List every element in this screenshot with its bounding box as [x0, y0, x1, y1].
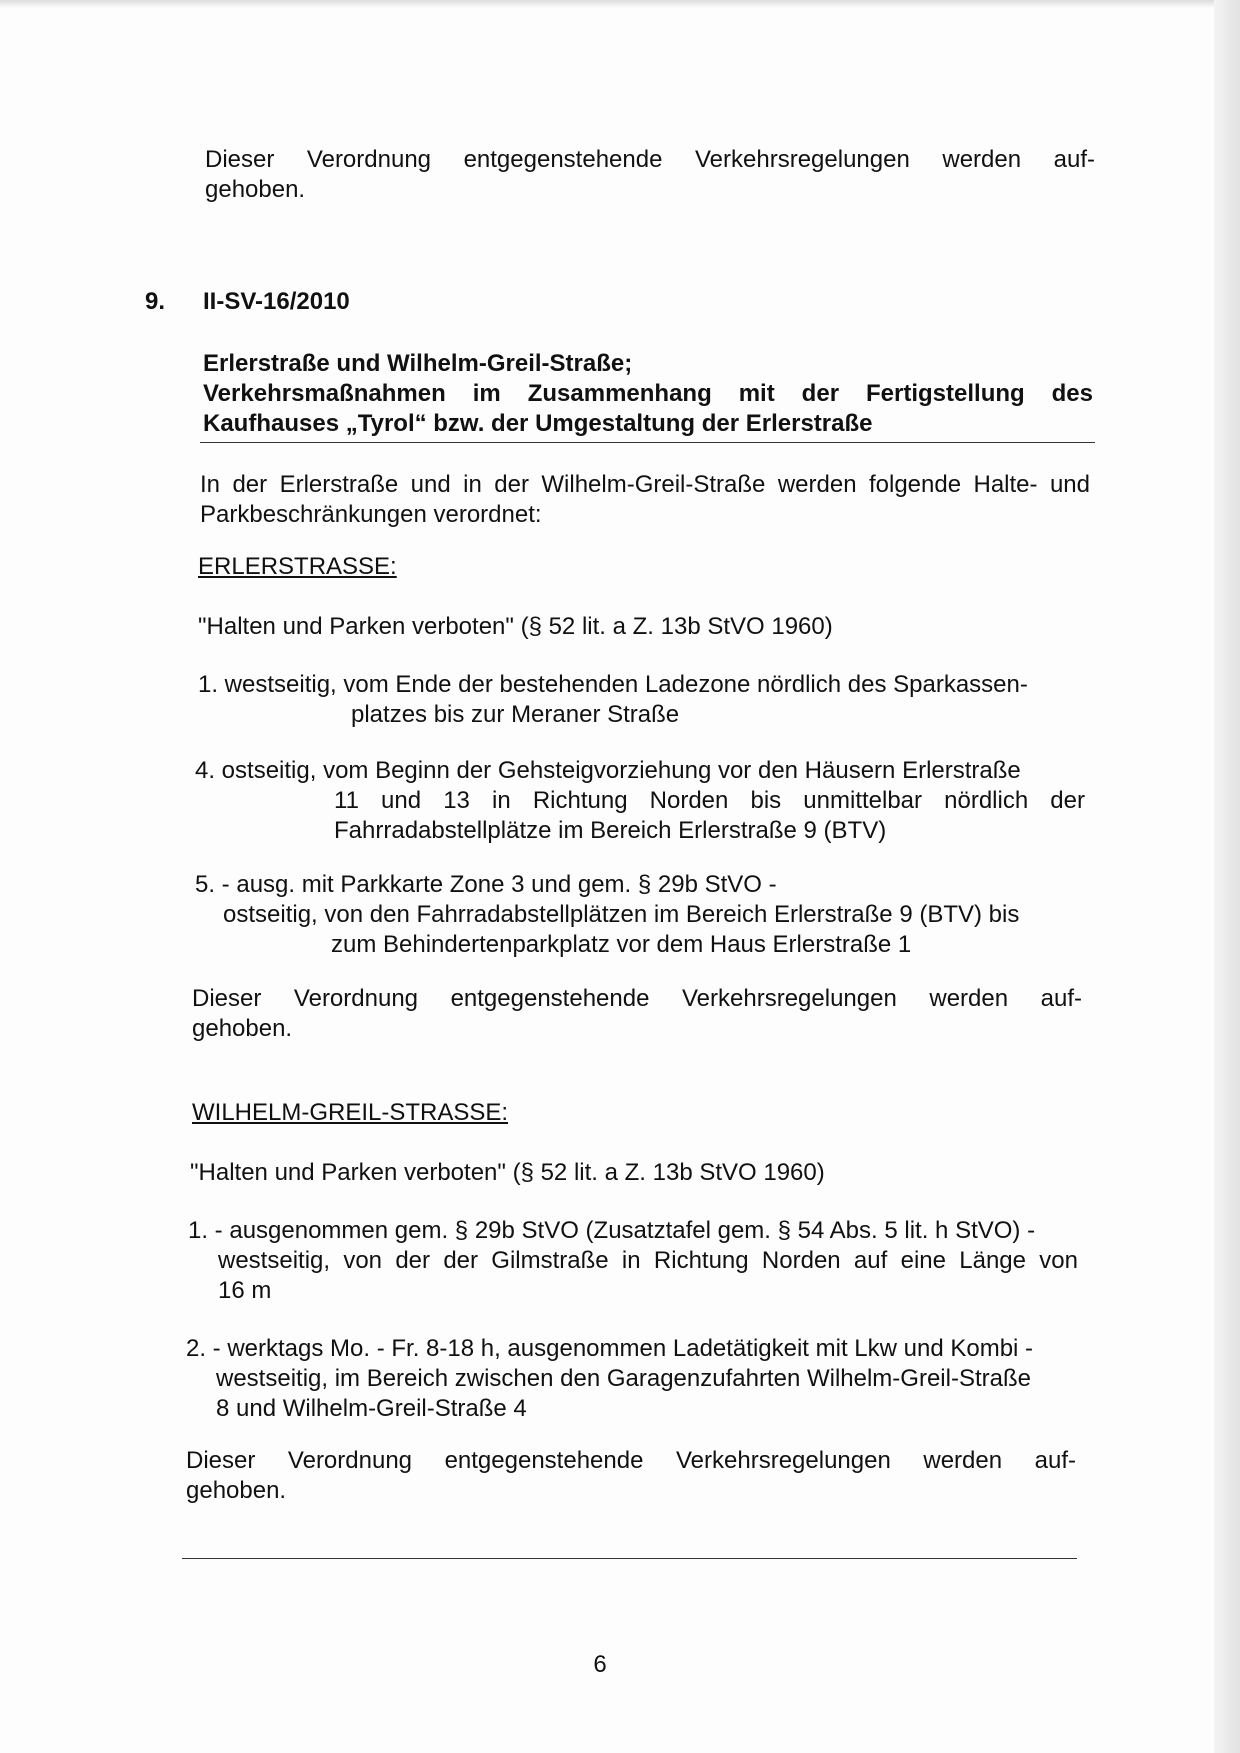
greil-point-1-line-3: 16 m — [218, 1277, 272, 1304]
heading-line-3: Kaufhauses „Tyrol“ bzw. der Umgestaltung der Erlerstraße — [203, 410, 873, 437]
heading-line-1: Erlerstraße und Wilhelm-Greil-Straße; — [203, 350, 633, 377]
closing-rule — [182, 1558, 1077, 1559]
erler-point-4-line-1: 4. ostseitig, vom Beginn der Gehsteigvorziehung vor den Häusern Erlerstraße — [195, 757, 1021, 784]
heading-underline — [200, 442, 1095, 443]
case-id: II-SV-16/2010 — [203, 288, 350, 315]
greil-point-2 — [186, 1334, 1076, 1424]
scan-edge-top — [0, 0, 1240, 8]
erler-repeal-paragraph — [192, 984, 1082, 1044]
intro-repeal-line-2: gehoben. — [205, 176, 306, 203]
intro-paragraph — [200, 470, 1090, 530]
greil-repeal-line-2: gehoben. — [186, 1477, 287, 1504]
greil-rule-text: "Halten und Parken verboten" (§ 52 lit. a Z. 13b StVO 1960) — [190, 1159, 825, 1186]
item-number: 9. — [145, 288, 166, 315]
greil-repeal-line-1: Dieser Verordnung entgegenstehende Verkehrsregelungen werden auf- — [186, 1447, 1076, 1474]
greil-repeal-paragraph — [186, 1446, 1076, 1506]
intro-line-2: Parkbeschränkungen verordnet: — [200, 501, 542, 528]
erler-point-1-line-2: platzes bis zur Meraner Straße — [351, 701, 680, 728]
erler-point-5 — [195, 870, 1085, 960]
erler-point-5-line-3: zum Behindertenparkplatz vor dem Haus Erlerstraße 1 — [331, 931, 912, 958]
page-number: 6 — [593, 1651, 607, 1678]
erler-point-4-line-2: 11 und 13 in Richtung Norden bis unmittelbar nördlich der — [334, 787, 1085, 814]
intro-repeal-line-1: Dieser Verordnung entgegenstehende Verkehrsregelungen werden auf- — [205, 146, 1095, 173]
greil-point-1-line-1: 1. - ausgenommen gem. § 29b StVO (Zusatztafel gem. § 54 Abs. 5 lit. h StVO) - — [188, 1217, 1036, 1244]
erler-point-5-line-2: ostseitig, von den Fahrradabstellplätzen im Bereich Erlerstraße 9 (BTV) bis — [223, 901, 1020, 928]
erler-point-1-line-1: 1. westseitig, vom Ende der bestehenden Ladezone nördlich des Sparkassen- — [198, 671, 1028, 698]
erler-repeal-line-1: Dieser Verordnung entgegenstehende Verkehrsregelungen werden auf- — [192, 985, 1082, 1012]
erler-section-title: ERLERSTRASSE: — [198, 553, 397, 580]
greil-point-2-line-3: 8 und Wilhelm-Greil-Straße 4 — [216, 1395, 527, 1422]
scan-edge-right — [1214, 0, 1240, 1753]
erler-point-4-line-3: Fahrradabstellplätze im Bereich Erlerstraße 9 (BTV) — [334, 817, 887, 844]
greil-point-2-line-1: 2. - werktags Mo. - Fr. 8-18 h, ausgenommen Ladetätigkeit mit Lkw und Kombi - — [186, 1335, 1034, 1362]
intro-line-1: In der Erlerstraße und in der Wilhelm-Greil-Straße werden folgende Halte- und — [200, 471, 1090, 498]
erler-rule-text: "Halten und Parken verboten" (§ 52 lit. a Z. 13b StVO 1960) — [198, 613, 833, 640]
item-heading — [203, 349, 1093, 439]
greil-point-1 — [188, 1216, 1078, 1306]
erler-point-4 — [195, 756, 1085, 846]
erler-repeal-line-2: gehoben. — [192, 1015, 293, 1042]
greil-point-1-line-2: westseitig, von der der Gilmstraße in Richtung Norden auf eine Länge von — [218, 1247, 1078, 1274]
heading-line-2: Verkehrsmaßnahmen im Zusammenhang mit der Fertigstellung des — [203, 380, 1093, 407]
erler-point-1 — [198, 670, 1088, 730]
greil-point-2-line-2: westseitig, im Bereich zwischen den Garagenzufahrten Wilhelm-Greil-Straße — [216, 1365, 1031, 1392]
intro-repeal-paragraph — [205, 145, 1095, 205]
greil-section-title: WILHELM-GREIL-STRASSE: — [192, 1099, 509, 1126]
erler-point-5-line-1: 5. - ausg. mit Parkkarte Zone 3 und gem. § 29b StVO - — [195, 871, 777, 898]
